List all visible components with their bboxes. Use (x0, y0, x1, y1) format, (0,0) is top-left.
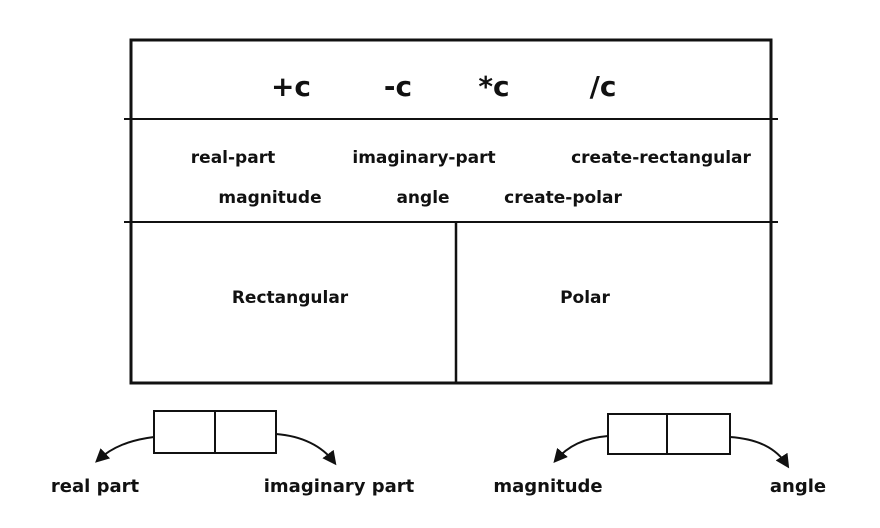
constructor-create-rectangular: create-rectangular (571, 148, 751, 168)
label-magnitude: magnitude (493, 476, 603, 497)
constructor-create-polar: create-polar (504, 188, 622, 208)
arrow-real-part (98, 437, 154, 460)
representation-rectangular: Rectangular (231, 288, 349, 308)
outer-frame (131, 40, 771, 383)
selector-imaginary-part: imaginary-part (352, 148, 496, 168)
representation-polar: Polar (560, 288, 610, 308)
operation-subtract: -c (383, 70, 413, 103)
label-real-part: real part (50, 476, 140, 497)
label-angle: angle (769, 476, 827, 497)
selector-angle: angle (396, 188, 450, 208)
arrow-angle (730, 437, 787, 465)
arrow-magnitude (556, 436, 608, 460)
polar-pair-box (608, 414, 730, 454)
selector-real-part: real-part (190, 148, 276, 168)
selector-magnitude: magnitude (218, 188, 322, 208)
operation-add: +c (270, 70, 312, 103)
operation-multiply: *c (478, 70, 510, 103)
operation-divide: /c (589, 70, 617, 103)
label-imaginary-part: imaginary part (263, 476, 415, 497)
arrow-imaginary-part (276, 434, 334, 462)
